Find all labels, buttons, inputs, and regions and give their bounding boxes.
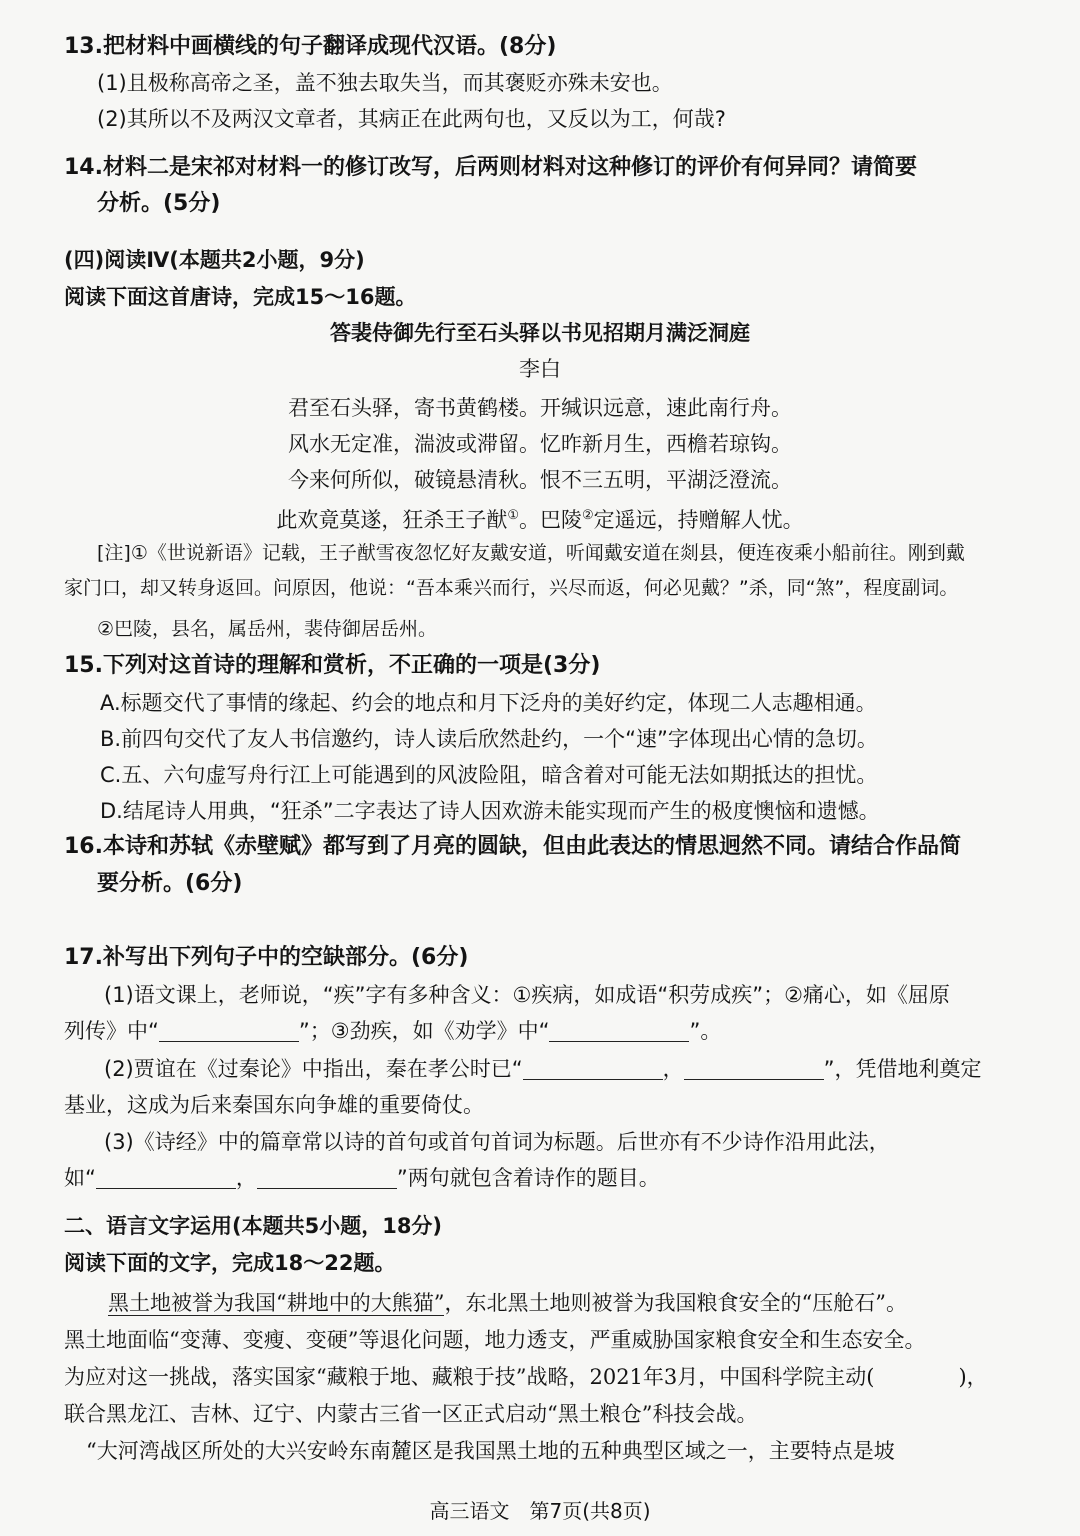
poem-line-3: 今来何所似，破镜悬清秋。恨不三五明，平湖泛澄流。	[288, 468, 792, 492]
section4-heading: (四)阅读Ⅳ(本题共2小题，9分)	[64, 248, 365, 272]
note-2: ②巴陵，县名，属岳州，裴侍御居岳州。	[97, 618, 438, 640]
q17-part-3-line-1: (3)《诗经》中的篇章常以诗的首句或首句首词为标题。后世亦有不少诗作沿用此法，	[104, 1130, 890, 1154]
q17-stem: 17.补写出下列句子中的空缺部分。(6分)	[64, 945, 469, 970]
q16-stem: 16.本诗和苏轼《赤壁赋》都写到了月亮的圆缺，但由此表达的情思迥然不同。请结合作品简	[64, 834, 961, 859]
q17-p1-text-c: ”。	[689, 1019, 722, 1043]
q15-stem: 15.下列对这首诗的理解和赏析，不正确的一项是(3分)	[64, 653, 601, 678]
poem-line-4-a: 此欢竟莫遂，狂杀王子猷	[276, 508, 508, 532]
q17-part-1-line-2	[64, 1016, 721, 1046]
section2-instruction: 阅读下面的文字，完成18～22题。	[64, 1251, 396, 1275]
answer-blank-2[interactable]	[549, 1019, 689, 1042]
passage-line-4: 联合黑龙江、吉林、辽宁、内蒙古三省一区正式启动“黑土粮仓”科技会战。	[64, 1402, 758, 1426]
q17-p3-comma: ，	[235, 1166, 257, 1190]
poem-line-4	[0, 501, 1080, 535]
answer-blank-3[interactable]	[523, 1057, 663, 1080]
poem-author: 李白	[519, 357, 561, 381]
passage-underlined-sentence: 黑土地被誉为我国“耕地中的大熊猫”	[108, 1291, 445, 1315]
q15-option-d: D.结尾诗人用典，“狂杀”二字表达了诗人因欢游未能实现而产生的极度懊恼和遗憾。	[100, 799, 880, 823]
passage-line-2: 黑土地面临“变薄、变瘦、变硬”等退化问题，地力透支，严重威胁国家粮食安全和生态安全。	[64, 1328, 926, 1352]
answer-blank-5[interactable]	[96, 1166, 236, 1189]
q13-sentence-2: (2)其所以不及两汉文章者，其病正在此两句也，又反以为工，何哉?	[97, 107, 726, 131]
section4-instruction: 阅读下面这首唐诗，完成15～16题。	[64, 285, 417, 309]
q15-option-b: B.前四句交代了友人书信邀约，诗人读后欣然赴约，一个“速”字体现出心情的急切。	[100, 727, 878, 751]
q17-p1-text-a: 列传》中“	[64, 1019, 159, 1043]
q17-part-3-line-2	[64, 1163, 660, 1193]
note-1-line-2: 家门口，却又转身返回。问原因，他说：“吾本乘兴而行，兴尽而返，何必见戴？”杀，同“煞”，程度副词。	[64, 577, 959, 599]
q17-p3-text-b: ”两句就包含着诗作的题目。	[396, 1166, 660, 1190]
poem-line-2: 风水无定准，湍波或滞留。忆昨新月生，西檐若琼钩。	[288, 432, 792, 456]
page-footer: 高三语文 第7页(共8页)	[429, 1499, 651, 1523]
q16-stem-cont: 要分析。(6分)	[97, 871, 243, 896]
q17-part-1-line-1: (1)语文课上，老师说，“疾”字有多种含义：①疾病，如成语“积劳成疾”；②痛心，如《屈原	[104, 983, 950, 1007]
q17-p2-text-a: (2)贾谊在《过秦论》中指出，秦在孝公时已“	[104, 1057, 523, 1081]
poem-line-4-c: 定遥远，持赠解人忧。	[593, 508, 804, 532]
answer-blank-4[interactable]	[684, 1057, 824, 1080]
note-1-line-1: [注]①《世说新语》记载，王子猷雪夜忽忆好友戴安道，听闻戴安道在剡县，便连夜乘小船前往。刚到戴	[97, 542, 965, 564]
q17-part-2-line-2: 基业，这成为后来秦国东向争雄的重要倚仗。	[64, 1093, 484, 1117]
q17-p3-text-a: 如“	[64, 1166, 96, 1190]
q17-p2-text-b: ”，凭借地利奠定	[823, 1057, 982, 1081]
q14-stem-cont: 分析。(5分)	[97, 191, 221, 216]
q17-part-2-line-1	[104, 1054, 982, 1084]
answer-blank-1[interactable]	[159, 1019, 299, 1042]
q13-sentence-1: (1)且极称高帝之圣，盖不独去取失当，而其褒贬亦殊未安也。	[97, 71, 673, 95]
q13-stem: 13.把材料中画横线的句子翻译成现代汉语。(8分)	[64, 34, 557, 59]
passage-line-5: “大河湾战区所处的大兴安岭东南麓区是我国黑土地的五种典型区域之一，主要特点是坡	[86, 1439, 895, 1463]
note-marker-1: ①	[507, 508, 519, 523]
passage-line-1-rest: ，东北黑土地则被誉为我国粮食安全的“压舱石”。	[444, 1291, 907, 1315]
passage-line-3: 为应对这一挑战，落实国家“藏粮于地、藏粮于技”战略，2021年3月，中国科学院主动( )，	[64, 1365, 988, 1389]
q15-option-c: C.五、六句虚写舟行江上可能遇到的风波险阻，暗含着对可能无法如期抵达的担忧。	[100, 763, 878, 787]
note-marker-2: ②	[582, 508, 594, 523]
poem-title: 答裴侍御先行至石头驿以书见招期月满泛洞庭	[330, 321, 750, 345]
poem-line-4-b: 。巴陵	[519, 508, 582, 532]
q17-p1-text-b: ”；③劲疾，如《劝学》中“	[298, 1019, 550, 1043]
section2-heading: 二、语言文字运用(本题共5小题，18分)	[64, 1214, 443, 1238]
answer-blank-6[interactable]	[257, 1166, 397, 1189]
q15-option-a: A.标题交代了事情的缘起、约会的地点和月下泛舟的美好约定，体现二人志趣相通。	[100, 691, 877, 715]
q14-stem: 14.材料二是宋祁对材料一的修订改写，后两则材料对这种修订的评价有何异同？请简要	[64, 155, 917, 180]
passage-line-1	[108, 1288, 907, 1318]
poem-line-1: 君至石头驿，寄书黄鹤楼。开缄识远意，速此南行舟。	[288, 396, 792, 420]
q17-p2-comma: ，	[662, 1057, 684, 1081]
